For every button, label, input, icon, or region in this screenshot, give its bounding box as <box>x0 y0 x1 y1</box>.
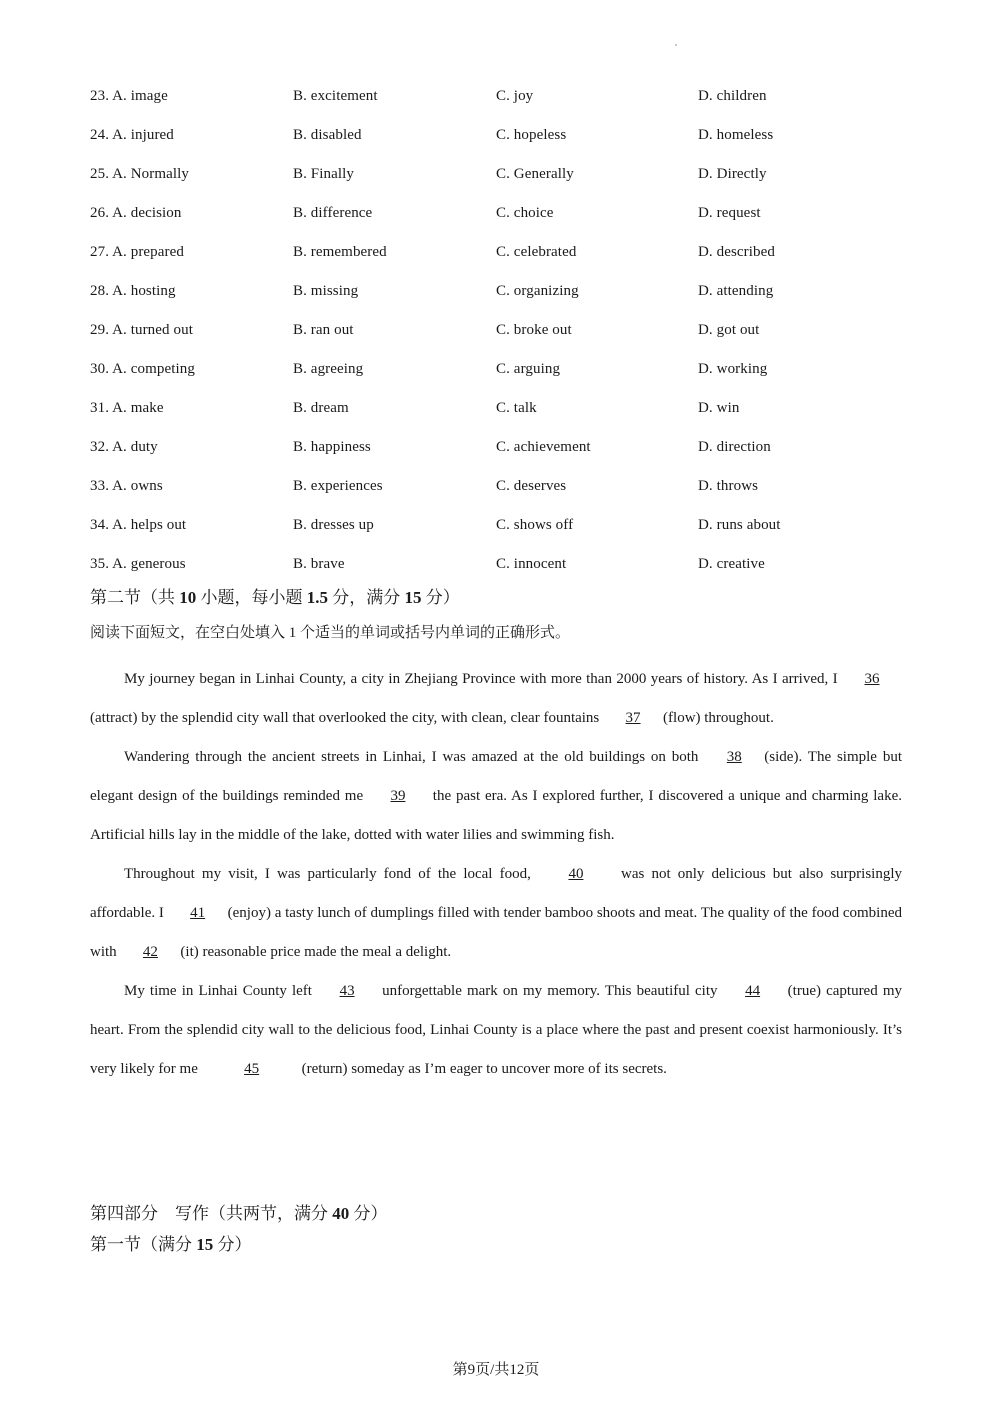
option-b: B. disabled <box>293 127 362 143</box>
option-c: C. Generally <box>496 166 574 182</box>
option-b: B. dream <box>293 400 349 416</box>
option-d: D. win <box>698 400 740 416</box>
option-b: B. agreeing <box>293 361 364 377</box>
option-row-28 <box>90 279 902 318</box>
option-c: C. talk <box>496 400 537 416</box>
option-c: C. celebrated <box>496 244 577 260</box>
option-d: D. throws <box>698 478 759 494</box>
option-d: D. described <box>698 244 776 260</box>
option-a: 30. A. competing <box>90 361 195 377</box>
option-a: 27. A. prepared <box>90 244 184 260</box>
option-row-29 <box>90 318 902 357</box>
blank-40: 40 <box>568 866 584 882</box>
paragraph-4: My time in Linhai County left 43 unforgettable mark on my memory. This beautiful city 44 (true) captured my heart. From the splendid city wall to the delicious food, Linhai County is a place where the past and present coexist harmoniously. It’s very likely for me 45 (return) someday as I’m eager to uncover more of its secrets. <box>90 972 902 1089</box>
option-a: 28. A. hosting <box>90 283 176 299</box>
blank-38: 38 <box>726 749 742 765</box>
section2-instruction: 阅读下面短文，在空白处填入 1 个适当的单词或括号内单词的正确形式。 <box>90 625 571 641</box>
option-d: D. working <box>698 361 768 377</box>
paragraph-3: Throughout my visit, I was particularly fond of the local food, 40 was not only delicious but also surprisingly affordable. I 41 (enjoy) a tasty lunch of dumplings filled with tender bamboo shoots and meat. The quality of the food combined with 42 (it) reasonable price made the meal a delight. <box>90 855 902 972</box>
option-b: B. remembered <box>293 244 387 260</box>
option-d: D. homeless <box>698 127 774 143</box>
option-d: D. attending <box>698 283 774 299</box>
blank-43: 43 <box>339 983 355 999</box>
option-d: D. got out <box>698 322 760 338</box>
option-b: B. experiences <box>293 478 383 494</box>
option-c: C. shows off <box>496 517 574 533</box>
option-c: C. joy <box>496 88 534 104</box>
paragraph-1: My journey began in Linhai County, a city in Zhejiang Province with more than 2000 years of history. As I arrived, I 36(attract) by the splendid city wall that overlooked the city, with clean, clear fountains 37 (flow) throughout. <box>90 660 902 738</box>
option-b: B. brave <box>293 556 345 572</box>
option-d: D. direction <box>698 439 771 455</box>
option-c: C. achievement <box>496 439 591 455</box>
option-b: B. dresses up <box>293 517 374 533</box>
option-c: C. deserves <box>496 478 567 494</box>
option-c: C. choice <box>496 205 554 221</box>
option-a: 32. A. duty <box>90 439 158 455</box>
option-row-31 <box>90 396 902 435</box>
blank-42: 42 <box>142 944 158 960</box>
option-row-34 <box>90 513 902 552</box>
option-c: C. arguing <box>496 361 561 377</box>
blank-39: 39 <box>390 788 406 804</box>
option-b: B. ran out <box>293 322 354 338</box>
option-a: 26. A. decision <box>90 205 182 221</box>
paragraph-2: Wandering through the ancient streets in Linhai, I was amazed at the old buildings on both 38 (side). The simple but elegant design of the buildings reminded me 39 the past era. As I explored further, I discovered a unique and charming lake. Artificial hills lay in the middle of the lake, dotted with water lilies and swimming fish. <box>90 738 902 855</box>
option-a: 29. A. turned out <box>90 322 193 338</box>
option-row-26 <box>90 201 902 240</box>
scan-dot <box>675 44 677 46</box>
option-row-33 <box>90 474 902 513</box>
section1-heading: 第一节（满分 15 分） <box>90 1235 252 1254</box>
option-b: B. excitement <box>293 88 378 104</box>
blank-36: 36 <box>864 671 880 687</box>
option-c: C. broke out <box>496 322 572 338</box>
option-b: B. difference <box>293 205 373 221</box>
options-table <box>90 84 902 591</box>
option-a: 31. A. make <box>90 400 164 416</box>
blank-41: 41 <box>190 905 206 921</box>
option-d: D. request <box>698 205 761 221</box>
option-row-25 <box>90 162 902 201</box>
option-b: B. missing <box>293 283 359 299</box>
blank-37: 37 <box>625 710 641 726</box>
blank-45: 45 <box>244 1061 260 1077</box>
page-number: 第9页/共12页 <box>452 1362 540 1378</box>
option-d: D. Directly <box>698 166 767 182</box>
option-a: 23. A. image <box>90 88 168 104</box>
cloze-passage <box>90 660 902 1089</box>
option-c: C. innocent <box>496 556 567 572</box>
section2-heading: 第二节（共 10 小题，每小题 1.5 分，满分 15 分） <box>90 588 460 607</box>
option-d: D. children <box>698 88 767 104</box>
option-a: 25. A. Normally <box>90 166 190 182</box>
option-d: D. runs about <box>698 517 781 533</box>
option-row-23 <box>90 84 902 123</box>
option-d: D. creative <box>698 556 765 572</box>
option-row-24 <box>90 123 902 162</box>
option-b: B. Finally <box>293 166 355 182</box>
option-a: 33. A. owns <box>90 478 163 494</box>
option-row-27 <box>90 240 902 279</box>
option-c: C. hopeless <box>496 127 567 143</box>
option-row-30 <box>90 357 902 396</box>
option-a: 24. A. injured <box>90 127 174 143</box>
option-a: 34. A. helps out <box>90 517 187 533</box>
option-c: C. organizing <box>496 283 579 299</box>
option-b: B. happiness <box>293 439 371 455</box>
blank-44: 44 <box>745 983 761 999</box>
option-row-32 <box>90 435 902 474</box>
option-a: 35. A. generous <box>90 556 186 572</box>
part4-heading: 第四部分 写作（共两节，满分 40 分） <box>90 1204 388 1223</box>
